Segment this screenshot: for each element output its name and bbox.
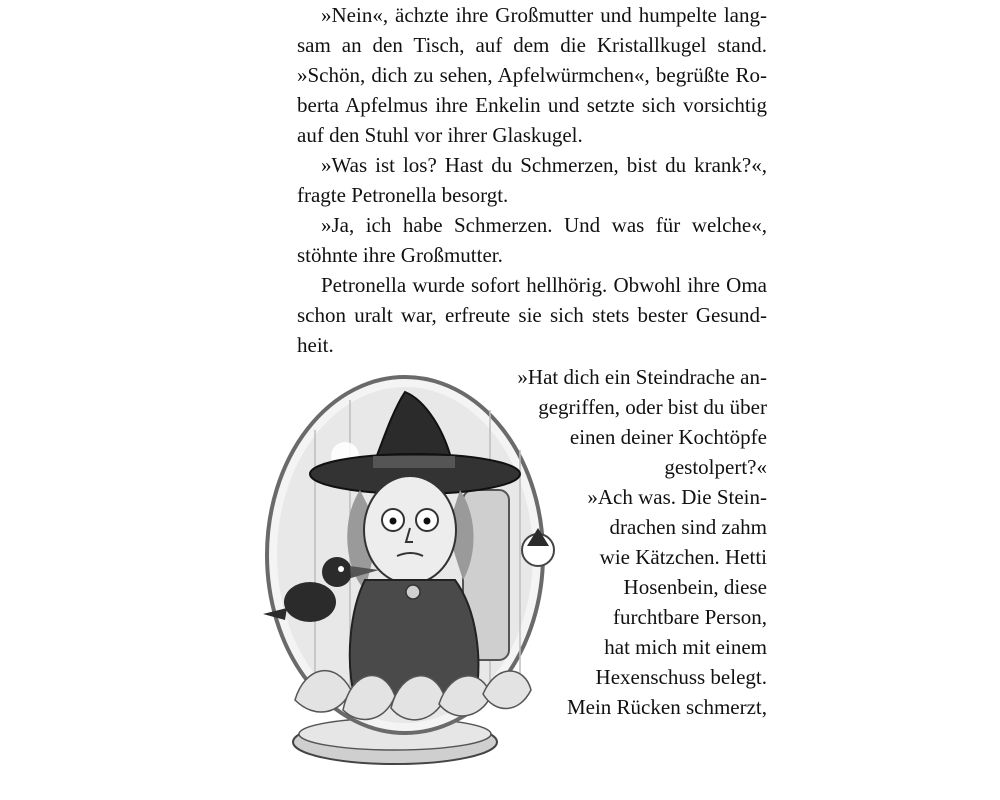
text-line: sam an den Tisch, auf dem die Kristallkugel stand. xyxy=(297,33,767,57)
text-line: einen deiner Kochtöpfe xyxy=(569,425,767,449)
leaves xyxy=(295,671,531,720)
text-line: fragte Petronella besorgt. xyxy=(297,183,509,207)
text-line: »Ach was. Die Stein- xyxy=(587,485,767,509)
text-line: »Hat dich ein Steindrache an- xyxy=(517,365,767,389)
text-line: schon uralt war, erfreute sie sich stets bester Gesund- xyxy=(297,303,767,327)
text-line: Mein Rücken schmerzt, xyxy=(566,695,767,719)
text-line: Hosenbein, diese xyxy=(623,575,767,599)
text-line: »Schön, dich zu sehen, Apfelwürmchen«, begrüßte Ro- xyxy=(297,63,767,87)
text-line: berta Apfelmus ihre Enkelin und setzte sich vorsichtig xyxy=(297,93,767,117)
text-line: gestolpert?« xyxy=(664,455,767,479)
text-line: hat mich mit einem xyxy=(604,635,767,659)
text-line: stöhnte ihre Großmutter. xyxy=(297,243,503,267)
crystal-ball-illustration xyxy=(255,370,595,800)
text-line: auf den Stuhl vor ihrer Glaskugel. xyxy=(297,123,583,147)
text-line: wie Kätzchen. Hetti xyxy=(599,545,767,569)
text-line: »Nein«, ächzte ihre Großmutter und humpelte lang- xyxy=(321,3,767,27)
text-line: drachen sind zahm xyxy=(609,515,767,539)
text-line: heit. xyxy=(297,333,334,357)
text-line: Petronella wurde sofort hellhörig. Obwohl ihre Oma xyxy=(321,273,767,297)
text-line: furchtbare Person, xyxy=(613,605,767,629)
text-line: Hexenschuss belegt. xyxy=(595,665,767,689)
text-line: »Was ist los? Hast du Schmerzen, bist du krank?«, xyxy=(321,153,767,177)
text-line: »Ja, ich habe Schmerzen. Und was für welche«, xyxy=(321,213,767,237)
text-line: gegriffen, oder bist du über xyxy=(538,395,767,419)
